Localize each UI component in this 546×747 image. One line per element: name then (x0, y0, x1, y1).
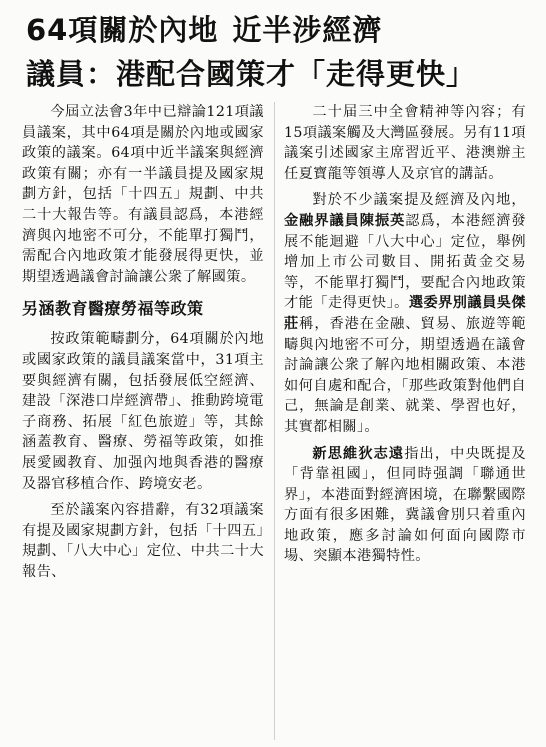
subheading: 另涵教育醫療勞福等政策 (22, 299, 204, 319)
paragraph-lawmaker-views (284, 190, 526, 437)
text-segment: 稱，香港在金融、貿易、旅遊等範疇與內地密不可分，期望透過在議會討論讓公衆了解內地相關政策、本港如何自處和配合，「那些政策對他們自己，無論是創業、就業、學習也好，其實都相關」。 (284, 315, 526, 435)
text-segment: 認爲，本港經濟發展不能迴避「八大中心」定位，舉例增加上市公司數目、開拓黃金交易等，不能單打獨鬥，要配合內地政策才能「走得更快」。 (284, 212, 527, 312)
speaker-name: 金融界議員陳振英 (284, 212, 406, 229)
headline-line-1 (26, 8, 526, 52)
speaker-name: 新思維狄志遠 (312, 445, 405, 462)
text-segment: 指出，中央既提及「背靠祖國」，但同時强調「聯通世界」，本港面對經濟困境，在聯繫國際方面有很多困難，冀議會別只着重內地政策，應多討論如何面向國際市場、突顯本港獨特性。 (284, 445, 526, 565)
headline (26, 8, 526, 96)
column-divider (274, 102, 275, 740)
paragraph-policy-areas: 按政策範疇劃分，64項關於內地或國家政策的議員議案當中，31項主要與經濟有關，包括發展低空經濟、建設「深港口岸經濟帶」、推動跨境電子商務、拓展「紅色旅遊」等，其餘涵蓋教育、醫療、勞福等政策，如推展愛國教育、加强內地與香港的醫療及器官移植合作、跨境安老。 (22, 331, 264, 492)
paragraph-intro: 今屆立法會3年中已辯論121項議員議案，其中64項是關於內地或國家政策的議案。64項中近半議案與經濟政策有關；亦有一半議員提及國家規劃方針，包括「十四五」規劃、中共二十大報告等。有議員認爲，本港經濟與內地密不可分，不能單打獨鬥，需配合內地政策才能發展得更快，並期望透過議會討論讓公衆了解國策。 (22, 104, 264, 285)
headline-part-1: 64項關於內地 (26, 13, 219, 47)
left-column (22, 102, 264, 588)
text-segment: 對於不少議案提及經濟及內地， (312, 192, 526, 209)
article-body (22, 102, 526, 742)
speaker-name: 選委界別議員吳傑莊 (284, 295, 526, 332)
paragraph-continuation: 二十届三中全會精神等內容；有15項議案觸及大灣區發展。另有11項議案引述國家主席習近平、港澳辦主任夏寶龍等領導人及京官的講話。 (284, 104, 526, 182)
paragraph-new-thinking (284, 444, 526, 568)
right-column (284, 102, 526, 573)
paragraph-wording: 至於議案內容措辭，有32項議案有提及國家規劃方針，包括「十四五」規劃、「八大中心」定位、中共二十大報告、 (22, 502, 264, 580)
headline-line-2: 議員：港配合國策才「走得更快」 (26, 57, 477, 91)
headline-part-2: 近半涉經濟 (232, 13, 383, 47)
